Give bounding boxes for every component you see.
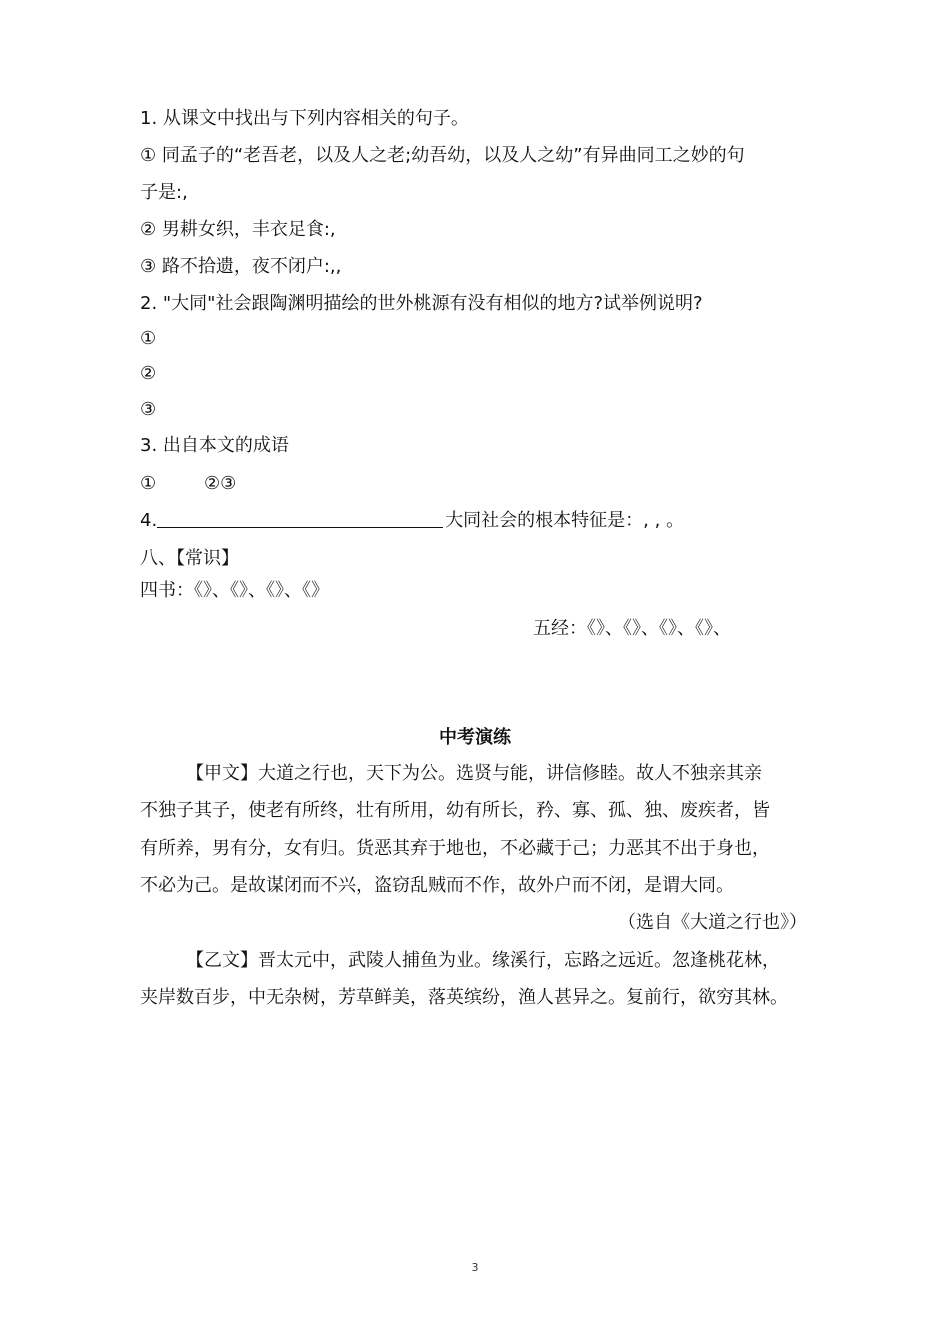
question-4-text: 大同社会的根本特征是：, , 。: [445, 510, 685, 531]
question-1-item-3: ③ 路不拾遗，夜不闭户:,,: [140, 256, 342, 277]
five-classics: 五经：《》、《》、《》、《》、: [533, 618, 731, 639]
question-1-item-1-cont: 子是:,: [140, 182, 188, 203]
passage-yi-line-2: 夹岸数百步，中无杂树，芳草鲜美，落英缤纷，渔人甚异之。复前行，欲穷其林。: [140, 987, 788, 1008]
question-1-item-1: ① 同孟子的“老吾老，以及人之老;幼吾幼，以及人之幼”有异曲同工之妙的句: [140, 145, 745, 166]
passage-jia-line-3: 有所养，男有分，女有归。货恶其弃于地也，不必藏于己；力恶其不出于身也，: [140, 838, 770, 859]
question-3: 3. 出自本文的成语: [140, 435, 289, 456]
passage-jia-line-4: 不必为己。是故谋闭而不兴，盗窃乱贼而不作，故外户而不闭，是谓大同。: [140, 875, 734, 896]
question-3-item-1: ①: [140, 473, 157, 494]
question-2-item-3: ③: [140, 399, 157, 420]
passage-yi-line-1: 【乙文】晋太元中，武陵人捕鱼为业。缘溪行，忘路之远近。忽逢桃花林，: [186, 950, 780, 971]
section-title: 中考演练: [439, 727, 511, 748]
question-3-item-2-3: ②③: [204, 473, 237, 494]
question-2-item-1: ①: [140, 328, 157, 349]
question-4-number: 4.: [140, 510, 158, 531]
answer-blank: [157, 509, 443, 528]
question-2: 2. "大同"社会跟陶渊明描绘的世外桃源有没有相似的地方?试举例说明?: [140, 293, 703, 314]
question-2-item-2: ②: [140, 363, 157, 384]
common-knowledge-heading: 八、【常识】: [140, 548, 239, 569]
four-books: 四书：《》、《》、《》、《》: [140, 580, 329, 601]
question-1: 1. 从课文中找出与下列内容相关的句子。: [140, 108, 469, 129]
page-number: 3: [471, 1261, 479, 1274]
question-1-item-2: ② 男耕女织，丰衣足食:,: [140, 219, 336, 240]
passage-jia-line-2: 不独子其子，使老有所终，壮有所用，幼有所长，矜、寡、孤、独、废疾者，皆: [140, 800, 770, 821]
passage-jia-source: （选自《大道之行也》）: [618, 912, 807, 933]
question-4: [140, 509, 684, 533]
passage-jia-line-1: 【甲文】大道之行也，天下为公。选贤与能，讲信修睦。故人不独亲其亲: [186, 763, 762, 784]
